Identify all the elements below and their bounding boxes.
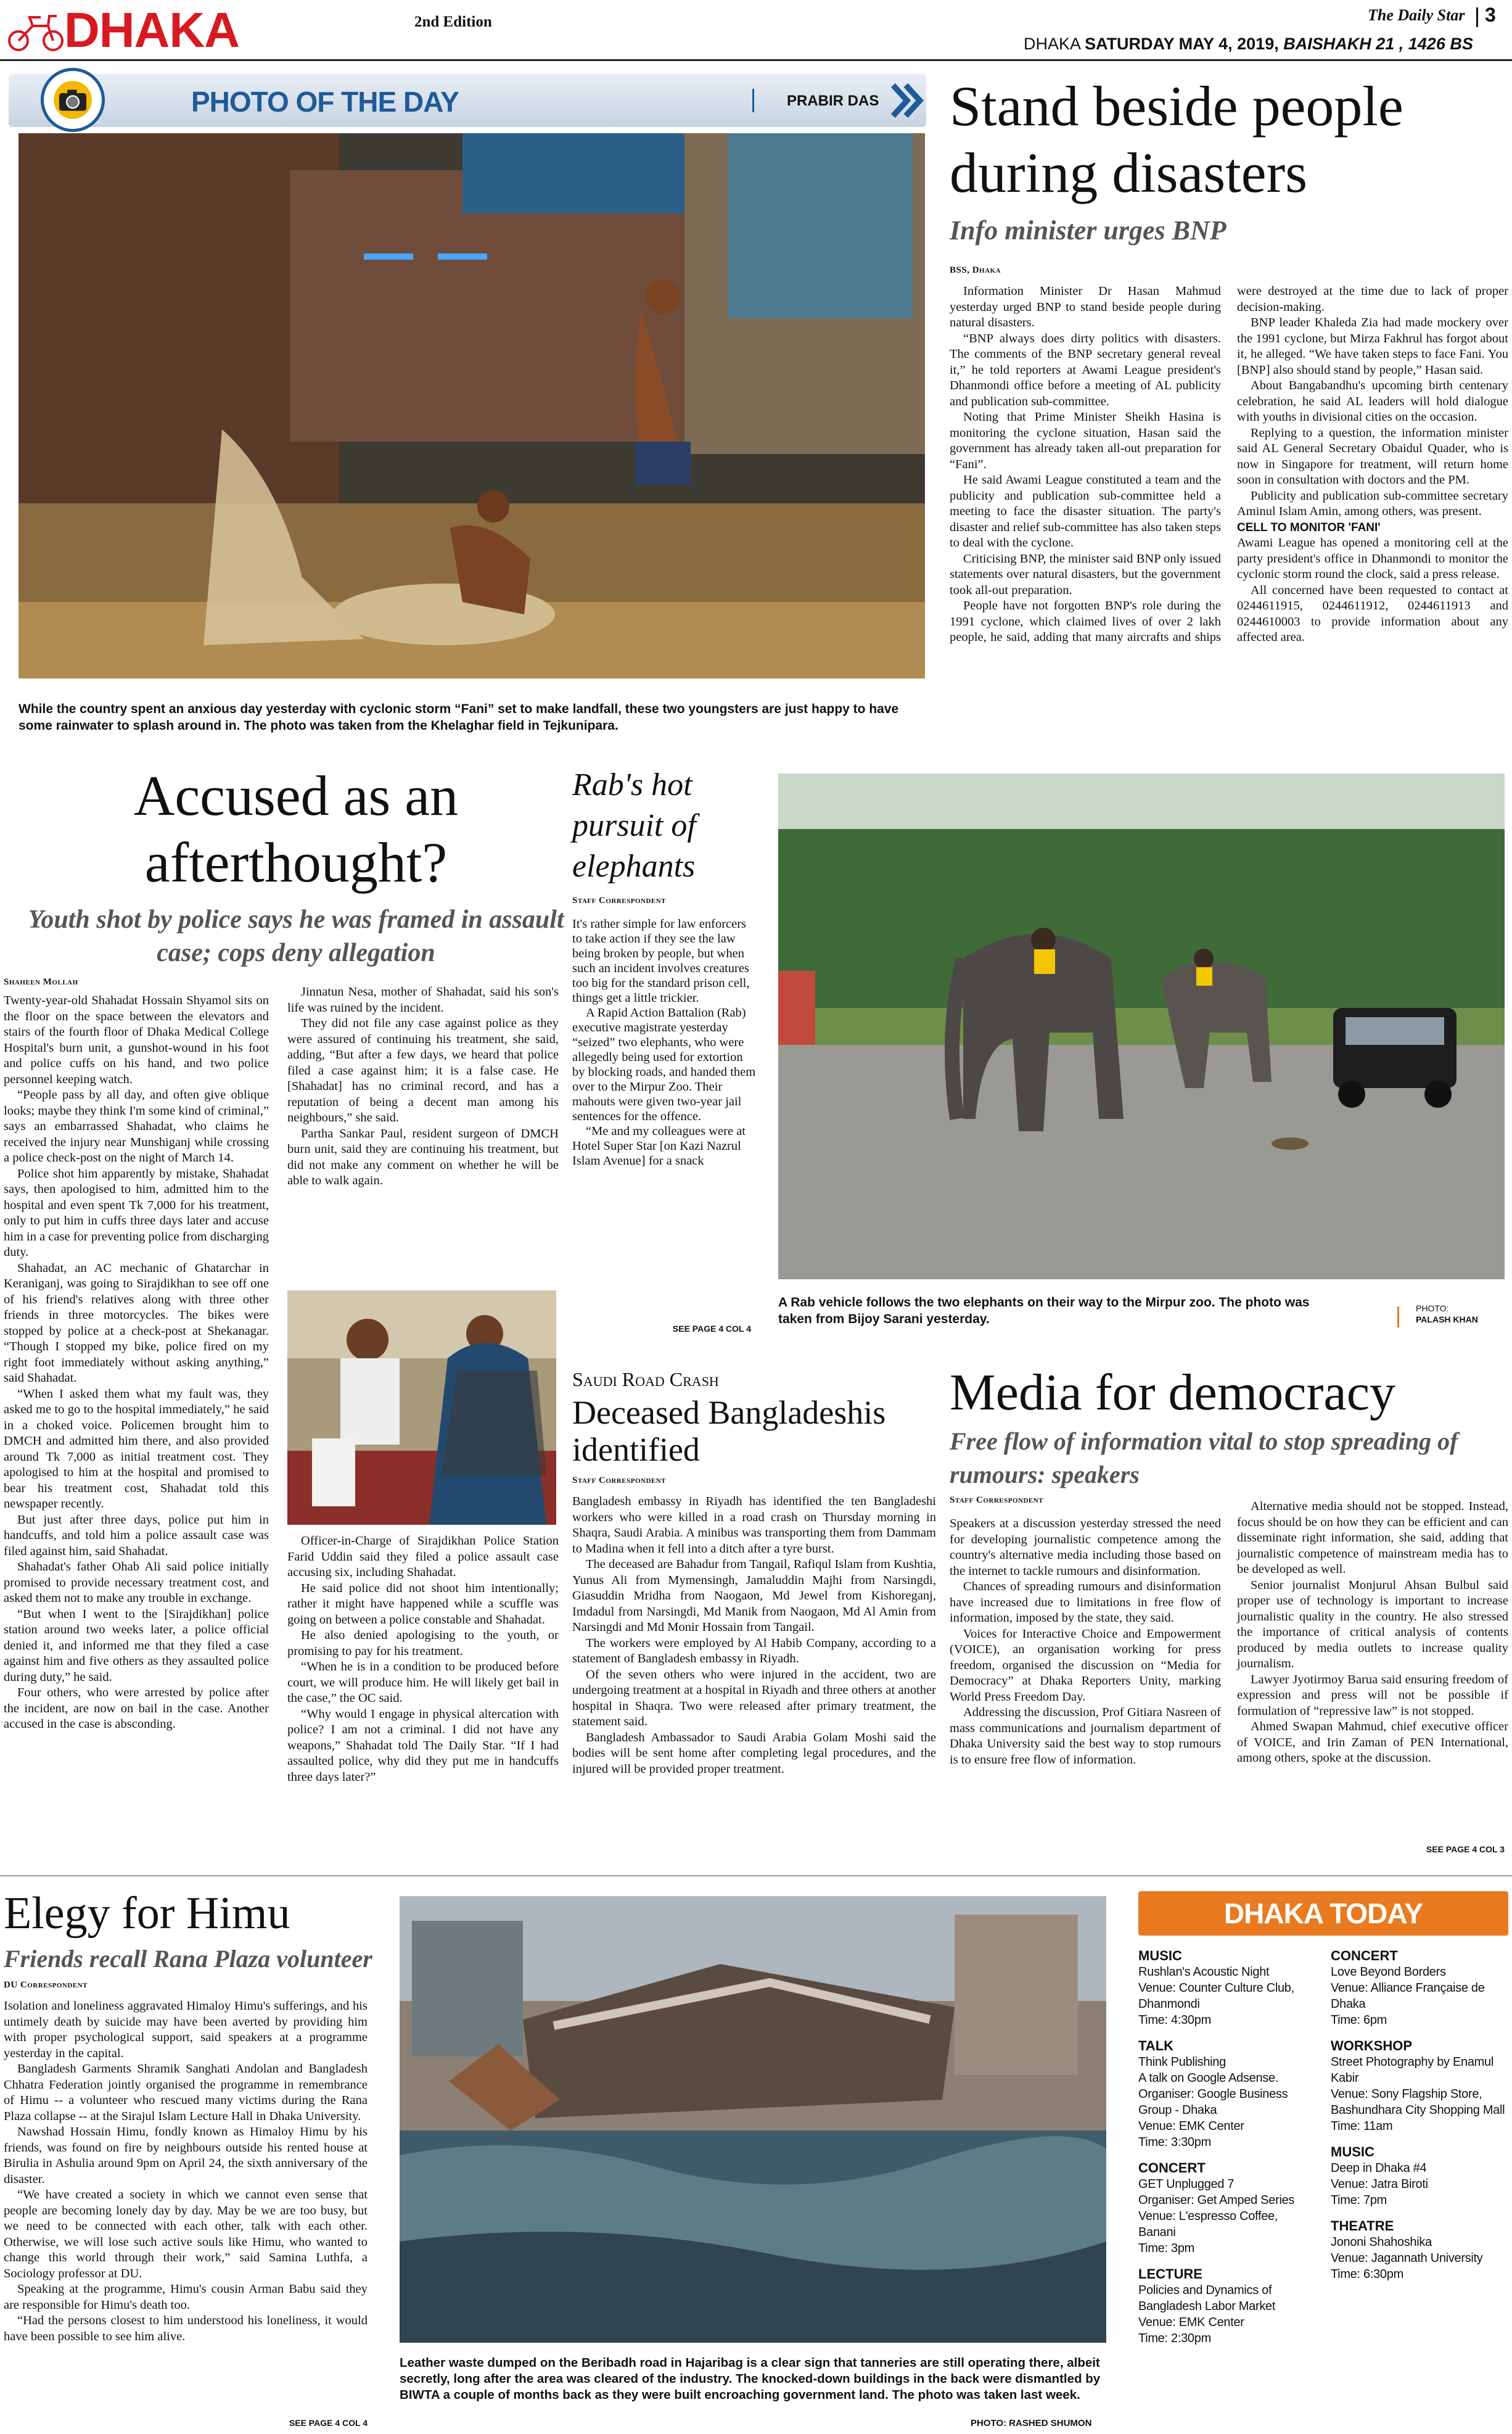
event-line: Love Beyond Borders bbox=[1331, 1965, 1446, 1979]
event-line: Venue: Jagannath University bbox=[1331, 2251, 1483, 2265]
event-type: MUSIC bbox=[1331, 2144, 1374, 2160]
subhead-himu: Friends recall Rana Plaza volunteer bbox=[4, 1945, 372, 1973]
paragraph: Bangladesh Garments Shramik Sanghati Andolan and Bangladesh Chhatra Federation jointly organised the programme in remembrance of Himu -- a volunteer who rescued many victims during the Rana Plaza collapse -- at the Sirajul Islam Lecture Hall in Dhaka University. bbox=[4, 2062, 368, 2123]
photo-elephants bbox=[778, 774, 1505, 1279]
event-item bbox=[1331, 2144, 1508, 2208]
event-line: A talk on Google Adsense. bbox=[1138, 2071, 1279, 2085]
paragraph: BNP leader Khaleda Zia had made mockery over the 1991 cyclone, but Mirza Fakhrul has forgot about it, he alleged. “We have taken steps to face Fani. You [BNP] also should stand by people,” Hasan said. bbox=[1237, 316, 1508, 377]
event-type: CONCERT bbox=[1138, 2160, 1206, 2176]
paragraph: Awami League has opened a monitoring cell at the party president's office in Dhanmondi to monitor the cyclonic storm round the clock, said a press release. bbox=[1237, 536, 1508, 581]
event-line: Street Photography by Enamul Kabir bbox=[1331, 2055, 1494, 2085]
event-item bbox=[1138, 2038, 1317, 2150]
paragraph: Of the seven others who were injured in the accident, two are undergoing treatment at a hospital in Riyadh and three others at another hospital in Shaqra. Two were released after primary treatment, the statement said. bbox=[572, 1667, 936, 1728]
paragraph: “But when I went to the [Sirajdikhan] police station around two weeks later, a police official denied it, and informed me that they filed a case against him and five others as they assaulted police during duty,” he said. bbox=[4, 1607, 269, 1684]
headline-saudi: Deceased Bangladeshis identified bbox=[572, 1394, 886, 1468]
subhead-media: Free flow of information vital to stop spreading of rumours: speakers bbox=[950, 1427, 1458, 1488]
crosshead: CELL TO MONITOR 'FANI' bbox=[1237, 521, 1381, 534]
dhaka-today-title: DHAKA TODAY bbox=[1138, 1891, 1508, 1936]
paragraph: “BNP always does dirty politics with disasters. The comments of the BNP secretary general reveal it,” he told reporters at Awami League president's Dhanmondi office before a meeting of AL publicity and publication sub-committee. bbox=[950, 331, 1221, 408]
paragraph: Alternative media should not be stopped. Instead, focus should be on how they can be efficient and can disseminate right information, she said, adding that journalistic competence of mainstream media has to be developed as well. bbox=[1237, 1500, 1508, 1576]
event-line: Time: 11am bbox=[1331, 2119, 1393, 2133]
paragraph: The workers were employed by Al Habib Company, according to a statement of Bangladesh embassy in Riyadh. bbox=[572, 1636, 936, 1665]
paragraph: Bangladesh Ambassador to Saudi Arabia Golam Moshi said the bodies will be sent home after completing legal procedures, and the injured will be provided proper treatment. bbox=[572, 1730, 936, 1776]
paragraph: Noting that Prime Minister Sheikh Hasina is monitoring the cyclone situation, Hasan said the government has already taken all-out preparation for “Fani”. bbox=[950, 410, 1221, 471]
byline-media: Staff Correspondent bbox=[950, 1495, 1044, 1505]
event-line: Venue: Sony Flagship Store, Bashundhara City Shopping Mall bbox=[1331, 2087, 1505, 2117]
credit-name: PALASH KHAN bbox=[1416, 1314, 1478, 1324]
chevron-right-icon bbox=[888, 81, 926, 120]
byline-himu: DU Correspondent bbox=[4, 1980, 88, 1990]
event-line: Rushlan's Acoustic Night bbox=[1138, 1965, 1270, 1979]
event-line: Time: 6:30pm bbox=[1331, 2267, 1403, 2281]
photo-tannery-waste bbox=[400, 1896, 1106, 2343]
event-type: CONCERT bbox=[1331, 1948, 1398, 1963]
subhead-accused: Youth shot by police says he was framed in assault case; cops deny allegation bbox=[28, 906, 564, 967]
event-type: WORKSHOP bbox=[1331, 2038, 1412, 2053]
paragraph: About Bangabandhu's upcoming birth centenary celebration, he said AL leaders will hold dialogue with youths in divisional cities on the occasion. bbox=[1237, 379, 1508, 424]
event-line: Organiser: Get Amped Series bbox=[1138, 2193, 1295, 2207]
photo-of-day-caption: While the country spent an anxious day yesterday with cyclonic storm “Fani” set to make landfall, these two youngsters are just happy to have some rainwater to splash around in. The photo was taken from the Khelaghar field in Tejkunipara. bbox=[18, 702, 899, 733]
byline-saudi: Staff Correspondent bbox=[572, 1475, 667, 1485]
event-line: Time: 4:30pm bbox=[1138, 2013, 1211, 2027]
photo-of-day-bar bbox=[9, 74, 926, 127]
dateline-date: SATURDAY MAY 4, 2019, bbox=[1085, 35, 1279, 53]
paragraph: Lawyer Jyotirmoy Barua said ensuring freedom of expression and press will not be possible if formulation of “repressive law” is not stopped. bbox=[1237, 1672, 1508, 1718]
event-item bbox=[1138, 2266, 1317, 2346]
section-title: DHAKA bbox=[64, 2, 239, 57]
event-line: Time: 7pm bbox=[1331, 2193, 1387, 2207]
paragraph: Information Minister Dr Hasan Mahmud yesterday urged BNP to stand beside people during natural disasters. bbox=[950, 284, 1221, 329]
rab-body bbox=[572, 917, 757, 1324]
paragraph: All concerned have been requested to contact at 0244611915, 0244611912, 0244611913 and 0244610003 to provide information about any affected area. bbox=[1237, 583, 1508, 644]
paragraph: The deceased are Bahadur from Tangail, Rafiqul Islam from Kushtia, Yunus Ali from Mymensingh, Jamaluddin Majhi from Narsingdi, Giasuddin Mridha from Naogaon, Md Jewel from Kishoreganj, Imdadul from Narsingdi, Md Manik from Naogaon, Md Al Amin from Narsingdi and Md Monir Hossain from Tangail. bbox=[572, 1557, 936, 1634]
byline-accused: Shaheen Mollah bbox=[4, 977, 78, 987]
paragraph: “Had the persons closest to him understood his loneliness, it would have been possible to see him alive. bbox=[4, 2314, 368, 2343]
paragraph: “When he is in a condition to be produced before court, we will produce him. He will likely get bail in the case,” the OC said. bbox=[287, 1660, 559, 1705]
paragraph: Partha Sankar Paul, resident surgeon of DMCH burn unit, said they are continuing his treatment, but did not make any comment on whether he will be able to walk again. bbox=[287, 1126, 559, 1187]
paragraph: “Why would I engage in physical altercation with police? I am not a criminal. I did not have any weapons,” Shahadat told The Daily Star. “If I had assaulted police, why did they put me in handcuffs three days later?” bbox=[287, 1707, 559, 1784]
event-item bbox=[1138, 2160, 1317, 2256]
paragraph: A Rapid Action Battalion (Rab) executive magistrate yesterday “seized” two elephants, who were allegedly being used for extortion by blocking roads, and handed them over to the Mirpur Zoo. Their mahouts were given two-year jail sentences for the offence. bbox=[572, 1006, 756, 1123]
paragraph: Senior journalist Monjurul Ahsan Bulbul said proper use of technology is important to increase journalistic quality in the country. He also stressed the importance of critical analysis of contents produced by media outlets to increase quality journalism. bbox=[1237, 1578, 1508, 1670]
event-item bbox=[1331, 2218, 1508, 2282]
credit-label: PHOTO: bbox=[1416, 1303, 1449, 1313]
event-item bbox=[1138, 1948, 1317, 2028]
paragraph: Ahmed Swapan Mahmud, chief executive officer of VOICE, and Irin Zaman of PEN International, among others, spoke at the discussion. bbox=[1237, 1720, 1508, 1765]
page-number: 3 bbox=[1485, 4, 1496, 26]
kicker-saudi: Saudi Road Crash bbox=[572, 1368, 719, 1390]
paragraph: “We have created a society in which we cannot even sense that people are becoming lonely day by day. May be we are too busy, but we need to be connected with each other, talk with each other. Otherwise, we will lose such active souls like Himu, who wanted to change this world through their work,” said Samina Luthfa, a Sociology professor at DU. bbox=[4, 2188, 368, 2280]
caption-elephants: A Rab vehicle follows the two elephants on their way to the Mirpur zoo. The photo was taken from Bijoy Sarani yesterday. bbox=[778, 1295, 1310, 1326]
event-type: TALK bbox=[1138, 2038, 1174, 2053]
saudi-body bbox=[572, 1494, 936, 1864]
photo-boys-splashing bbox=[18, 133, 925, 679]
event-line: Think Publishing bbox=[1138, 2055, 1226, 2069]
paragraph: He also denied apologising to the youth, or promising to pay for his treatment. bbox=[287, 1628, 559, 1658]
masthead bbox=[0, 0, 1512, 59]
event-item bbox=[1331, 2038, 1508, 2134]
accused-col2-bottom bbox=[287, 1533, 559, 1867]
photo-of-day-label: PHOTO OF THE DAY bbox=[191, 86, 459, 118]
paragraph: “Me and my colleagues were at Hotel Super Star [on Kazi Nazrul Islam Avenue] for a snack bbox=[572, 1124, 746, 1168]
paragraph: Speaking at the programme, Himu's cousin Arman Babu said they are responsible for Himu's death too. bbox=[4, 2282, 368, 2312]
paragraph: Bangladesh embassy in Riyadh has identified the ten Bangladeshi workers who were killed in a road crash on Thursday morning in Shaqra, Saudi Arabia. A minibus was transporting them from Dammam to Madina when it fell into a ditch after a tyre burst. bbox=[572, 1495, 936, 1556]
paragraph: “When I asked them what my fault was, they asked me to go to the hospital immediately,” he said in a choked voice. Policemen brought him to DMCH and admitted him there, and also provided around Tk 7,000 as initial treatment cost. They apologised to him at the hospital and promised to bear his treatment cost, Shahadat told this newspaper recently. bbox=[4, 1387, 269, 1511]
paragraph: It's rather simple for law enforcers to take action if they see the law being broken by people, but when such an incident involves creatures too big for the standard prison cell, things get a little trickier. bbox=[572, 917, 750, 1005]
event-line: Venue: Jatra Biroti bbox=[1331, 2177, 1428, 2191]
rickshaw-logo-icon bbox=[5, 9, 67, 53]
paragraph: Shahadat, an AC mechanic of Ghatarchar in Keraniganj, was going to Sirajdikhan to see off one of his friend's relatives along with three other friends in three motorcycles. The bikes were stopped by police at a check-post at Shekanagar. “Though I stopped my bike, police fired on my right foot immediately without asking anything,” said Shahadat. bbox=[4, 1261, 269, 1385]
paragraph: Four others, who were arrested by police after the incident, are now on bail in the case. Another accused in the case is absconding. bbox=[4, 1686, 269, 1731]
accused-col1 bbox=[4, 993, 269, 1869]
event-type: MUSIC bbox=[1138, 1948, 1182, 1963]
credit-tannery: PHOTO: RASHED SHUMON bbox=[971, 2418, 1092, 2428]
paragraph: Shahadat's father Ohab Ali said police initially promised to provide necessary treatment cost, and asked them not to make any trouble in exchange. bbox=[4, 1560, 269, 1605]
event-line: Time: 2:30pm bbox=[1138, 2332, 1211, 2345]
paragraph: Nawshad Hossain Himu, fondly known as Himaloy Himu by his friends, was found on fire by neighbours outside his rented house at Birulia in Ashulia around 9pm on April 24, the sixth anniversary of the disaster. bbox=[4, 2125, 368, 2186]
caption-tannery: Leather waste dumped on the Beribadh road in Hajaribag is a clear sign that tanneries are still operating there, albeit secretly, long after the area was cleared of the industry. The knocked-down buildings in the back were dismantled by BIWTA a couple of months back as they were built encroaching government land. The photo was taken last week. bbox=[400, 2356, 1101, 2402]
credit-elephants bbox=[1416, 1303, 1478, 1325]
event-line: Organiser: Google Business Group - Dhaka bbox=[1138, 2087, 1288, 2117]
paragraph: Twenty-year-old Shahadat Hossain Shyamol sits on the floor on the space between the elevators and stairs of the fourth floor of Dhaka Medical College Hospital's burn unit, a gunshot-wound in his foot and police cuffs on his hand, and two police personnel keeping watch. bbox=[4, 994, 269, 1086]
paragraph: Replying to a question, the information minister said AL General Secretary Obaidul Quader, who is now in Singapore for treatment, will return home soon in consultation with doctors and the PM. bbox=[1237, 426, 1508, 487]
event-line: GET Unplugged 7 bbox=[1138, 2177, 1235, 2191]
paragraph: “People pass by all day, and often give oblique looks; maybe they think I'm some kind of criminal,” says an embarrassed Shahadat, who claims he received the injury near Munshiganj while crossing a police check-post on the night of March 14. bbox=[4, 1088, 269, 1165]
subhead-disasters: Info minister urges BNP bbox=[950, 215, 1226, 245]
photographer-name: PRABIR DAS bbox=[787, 93, 879, 109]
byline-rab: Staff Correspondent bbox=[572, 896, 667, 906]
event-line: Venue: Alliance Française de Dhaka bbox=[1331, 1981, 1485, 2011]
media-body bbox=[950, 1499, 1508, 1839]
paragraph: Chances of spreading rumours and disinformation have increased due to limitations in free flow of information, imposed by the state, they said. bbox=[950, 1580, 1221, 1625]
paragraph: But just after three days, police put him in handcuffs, and told him a police assault case was filed against him, said Shahadat. bbox=[4, 1512, 269, 1558]
paragraph: They did not file any case against police as they were assured of continuing his treatment, she said, adding, “But after a few days, we heard that police filed a case against him; it is a false case. He [Shahadat] has no criminal record, and has a reputation of being a decent man among his neighbours,” she said. bbox=[287, 1017, 559, 1124]
masthead-rule bbox=[0, 59, 1512, 61]
event-line: Venue: Counter Culture Club, Dhanmondi bbox=[1138, 1981, 1294, 2011]
see-page-himu: SEE PAGE 4 COL 4 bbox=[289, 2418, 368, 2428]
paragraph: Publicity and publication sub-committee secretary Aminul Islam Amin, among others, was present. bbox=[1237, 489, 1508, 518]
event-type: THEATRE bbox=[1331, 2218, 1394, 2234]
paragraph: Isolation and loneliness aggravated Himaloy Himu's sufferings, and his untimely death by suicide may have been averted by providing him with proper psychological support, said speakers at a programme yesterday in the capital. bbox=[4, 1999, 368, 2060]
headline-himu: Elegy for Himu bbox=[4, 1888, 290, 1939]
paragraph: Officer-in-Charge of Sirajdikhan Police Station Farid Uddin said they filed a police assault case accusing six, including Shahadat. bbox=[287, 1534, 559, 1579]
paragraph: He said Awami League constituted a team and the publicity and publication sub-committee held a meeting to face the disaster situation. The party's disaster and relief sub-committee has also taken steps to deal with the cyclone. bbox=[950, 473, 1221, 550]
headline-rab: Rab's hot pursuit of elephants bbox=[572, 767, 696, 884]
dhaka-today-right bbox=[1331, 1938, 1508, 2282]
headline-media: Media for democracy bbox=[950, 1364, 1395, 1421]
paragraph: Criticising BNP, the minister said BNP only issued statements over natural disasters, but the government took all-out preparation. bbox=[950, 551, 1221, 597]
headline-disasters: Stand beside people during disasters bbox=[950, 75, 1403, 204]
paragraph: Police shot him apparently by mistake, Shahadat says, then apologised to him, admitted him to the hospital and even spent Tk 7,000 for his treatment, only to put him in cuffs three days later and accuse him in a case for preventing police from discharging duty. bbox=[4, 1166, 269, 1259]
event-line: Venue: L'espresso Coffee, Banani bbox=[1138, 2209, 1278, 2239]
paragraph: Addressing the discussion, Prof Gitiara Nasreen of mass communications and journalism department of Dhaka University said the best way to stop rumours is to ensure free flow of information. bbox=[950, 1706, 1221, 1767]
event-line: Policies and Dynamics of Bangladesh Labor Market bbox=[1138, 2283, 1276, 2313]
section-rule bbox=[0, 1875, 1512, 1876]
headline-accused: Accused as an afterthought? bbox=[133, 764, 459, 894]
event-line: Venue: EMK Center bbox=[1138, 2316, 1244, 2329]
photo-hospital-youth bbox=[287, 1290, 556, 1525]
paragraph: Voices for Interactive Choice and Empowerment (VOICE), an organisation working for press freedom, organised the discussion on “Media for Democracy” at Dhaka Reporters Unity, marking World Press Freedom Day. bbox=[950, 1627, 1221, 1704]
see-page-media: SEE PAGE 4 COL 3 bbox=[1426, 1844, 1505, 1854]
edition-label: 2nd Edition bbox=[414, 14, 492, 30]
dhaka-today-left bbox=[1138, 1938, 1317, 2346]
story-disasters-body bbox=[950, 284, 1508, 740]
paragraph: People have not forgotten BNP's role during the 1991 cyclone, which claimed lives of over 2 lakh people, he said, adding that many aircrafts and ships were destroyed at the time due to lack of proper decision-making. bbox=[950, 284, 1508, 644]
event-line: Time: 6pm bbox=[1331, 2013, 1387, 2027]
event-item bbox=[1331, 1948, 1508, 2028]
bar-divider bbox=[752, 89, 754, 112]
camera-icon bbox=[52, 80, 93, 120]
accused-col2-top bbox=[287, 984, 559, 1281]
dateline-bangla: BAISHAKH 21 , 1426 BS bbox=[1283, 35, 1473, 53]
byline-disasters: BSS, Dhaka bbox=[950, 265, 1001, 275]
credit-divider bbox=[1397, 1306, 1399, 1327]
paragraph: He said police did not shoot him intentionally; rather it might have happened while a scuffle was going on between a police constable and Shahadat. bbox=[287, 1581, 559, 1627]
event-line: Venue: EMK Center bbox=[1138, 2119, 1244, 2133]
event-line: Time: 3pm bbox=[1138, 2242, 1195, 2255]
paper-name: The Daily Star bbox=[1368, 6, 1465, 24]
event-line: Time: 3:30pm bbox=[1138, 2135, 1211, 2149]
event-type: LECTURE bbox=[1138, 2266, 1202, 2282]
dateline-city: DHAKA bbox=[1024, 35, 1080, 53]
event-line: Deep in Dhaka #4 bbox=[1331, 2161, 1427, 2175]
paragraph: Jinnatun Nesa, mother of Shahadat, said his son's life was ruined by the incident. bbox=[287, 985, 559, 1015]
see-page-rab: SEE PAGE 4 COL 4 bbox=[672, 1324, 751, 1334]
himu-body bbox=[4, 1999, 368, 2415]
page-divider bbox=[1476, 7, 1478, 27]
paragraph: Speakers at a discussion yesterday stressed the need for developing journalistic competence among the country's alternative media including those based on the internet to tackle rumours and disinformation. bbox=[950, 1517, 1221, 1578]
dateline bbox=[1024, 35, 1473, 54]
camera-badge bbox=[41, 68, 105, 132]
event-line: Jononi Shahoshika bbox=[1331, 2235, 1432, 2249]
dhaka-today-box bbox=[1138, 1891, 1508, 2429]
